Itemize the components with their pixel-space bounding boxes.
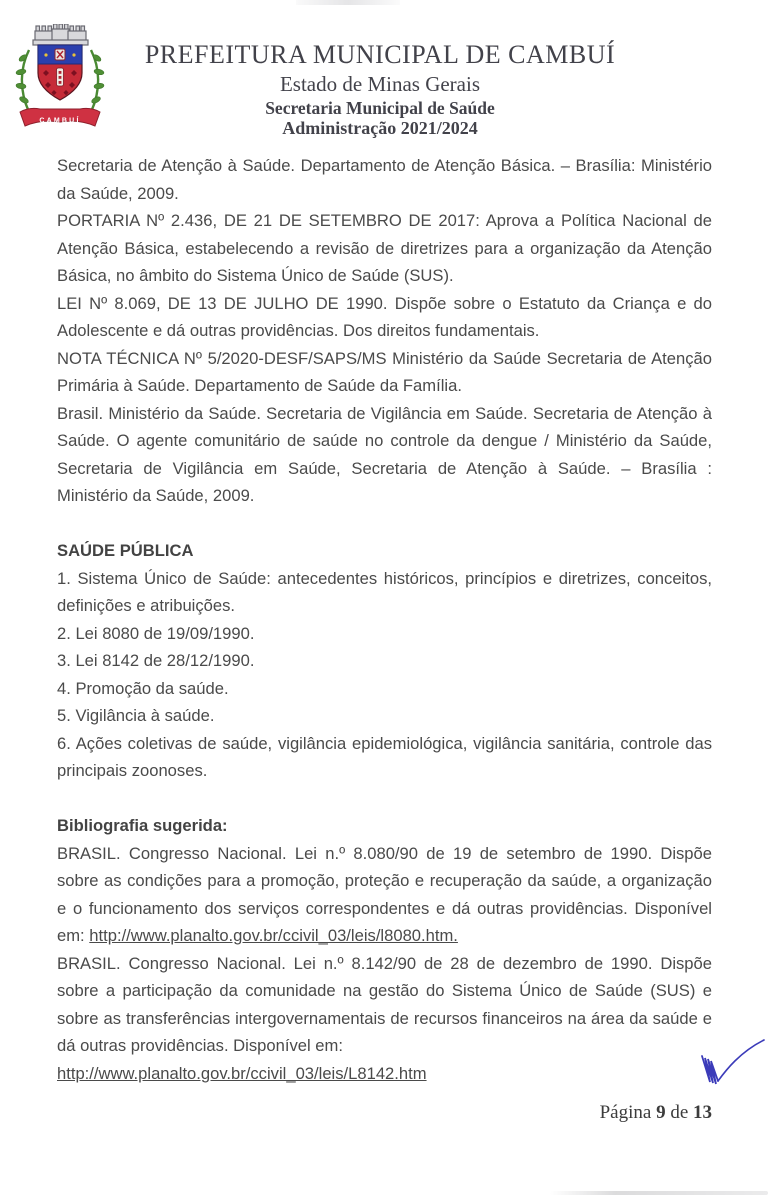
bibliography-entry-text: BRASIL. Congresso Nacional. Lei n.º 8.080/90 de 19 de setembro de 1990. Dispõe sobre as condições para a promoção, proteção e recuperação da saúde, a organização e o funcionamento dos serviços correspondentes e dá outras providências. Disponível em: — [57, 843, 712, 945]
page-title: PREFEITURA MUNICIPAL DE CAMBUÍ — [144, 40, 616, 69]
svg-text:CAMBUÍ: CAMBUÍ — [39, 117, 81, 125]
reference-paragraph: LEI Nº 8.069, DE 13 DE JULHO DE 1990. Dispõe sobre o Estatuto da Criança e do Adolescente e dá outras providências. Dos direitos fundamentais. — [57, 293, 712, 340]
list-item: 2. Lei 8080 de 19/09/1990. — [57, 623, 255, 643]
reference-paragraph: PORTARIA Nº 2.436, DE 21 DE SETEMBRO DE 2017: Aprova a Política Nacional de Atenção Básica, estabelecendo a revisão de diretrizes para a organização da Atenção Básica, no âmbito do Sistema Único de Saúde (SUS). — [57, 211, 712, 285]
list-item: 4. Promoção da saúde. — [57, 678, 229, 698]
bibliography-entry — [57, 840, 712, 950]
header-administration-line: Administração 2021/2024 — [282, 118, 478, 138]
section-heading-bibliografia: Bibliografia sugerida: — [57, 816, 228, 835]
bibliography-entry-text: BRASIL. Congresso Nacional. Lei n.º 8.142/90 de 28 de dezembro de 1990. Dispõe sobre a participação da comunidade na gestão do Sistema Único de Saúde (SUS) e sobre as transferências intergovernamentais de recursos financeiros na área da saúde e dá outras providências. Disponível em: — [57, 953, 712, 1055]
document-body — [57, 152, 712, 1087]
header-secretariat-line: Secretaria Municipal de Saúde — [265, 98, 495, 118]
scan-artifact-top — [296, 0, 400, 5]
reference-paragraph: NOTA TÉCNICA Nº 5/2020-DESF/SAPS/MS Ministério da Saúde Secretaria de Atenção Primária à Saúde. Departamento de Saúde da Família. — [57, 348, 712, 395]
list-item: 1. Sistema Único de Saúde: antecedentes históricos, princípios e diretrizes, conceitos, definições e atribuições. — [57, 568, 712, 615]
bibliography-entry — [57, 950, 712, 1088]
reference-paragraph: Secretaria de Atenção à Saúde. Departamento de Atenção Básica. – Brasília: Ministério da Saúde, 2009. — [57, 156, 712, 203]
scan-artifact-bottom — [550, 1191, 768, 1195]
bibliography-link[interactable]: http://www.planalto.gov.br/ccivil_03/leis/l8080.htm. — [89, 926, 458, 945]
footer-page-number: 9 — [656, 1102, 666, 1123]
bibliography-link[interactable]: http://www.planalto.gov.br/ccivil_03/leis/L8142.htm — [57, 1063, 427, 1083]
list-item: 5. Vigilância à saúde. — [57, 706, 215, 725]
pen-scribble-icon — [688, 1028, 768, 1092]
list-item: 3. Lei 8142 de 28/12/1990. — [57, 651, 255, 670]
footer-page-total: 13 — [693, 1102, 712, 1123]
footer-label: Página — [599, 1102, 652, 1123]
header-state-line: Estado de Minas Gerais — [279, 72, 481, 96]
list-item: 6. Ações coletivas de saúde, vigilância epidemiológica, vigilância sanitária, controle das principais zoonoses. — [57, 733, 712, 780]
page-number-footer — [600, 1101, 712, 1125]
section-heading-saude-publica: SAÚDE PÚBLICA — [57, 541, 194, 560]
document-header — [60, 40, 700, 139]
reference-paragraph: Brasil. Ministério da Saúde. Secretaria de Vigilância em Saúde. Secretaria de Atenção à Saúde. O agente comunitário de saúde no controle da dengue / Ministério da Saúde, Secretaria de Vigilância em Saúde, Secretaria de Atenção à Saúde. – Brasília : Ministério da Saúde, 2009. — [57, 403, 712, 505]
footer-separator: de — [670, 1102, 689, 1123]
